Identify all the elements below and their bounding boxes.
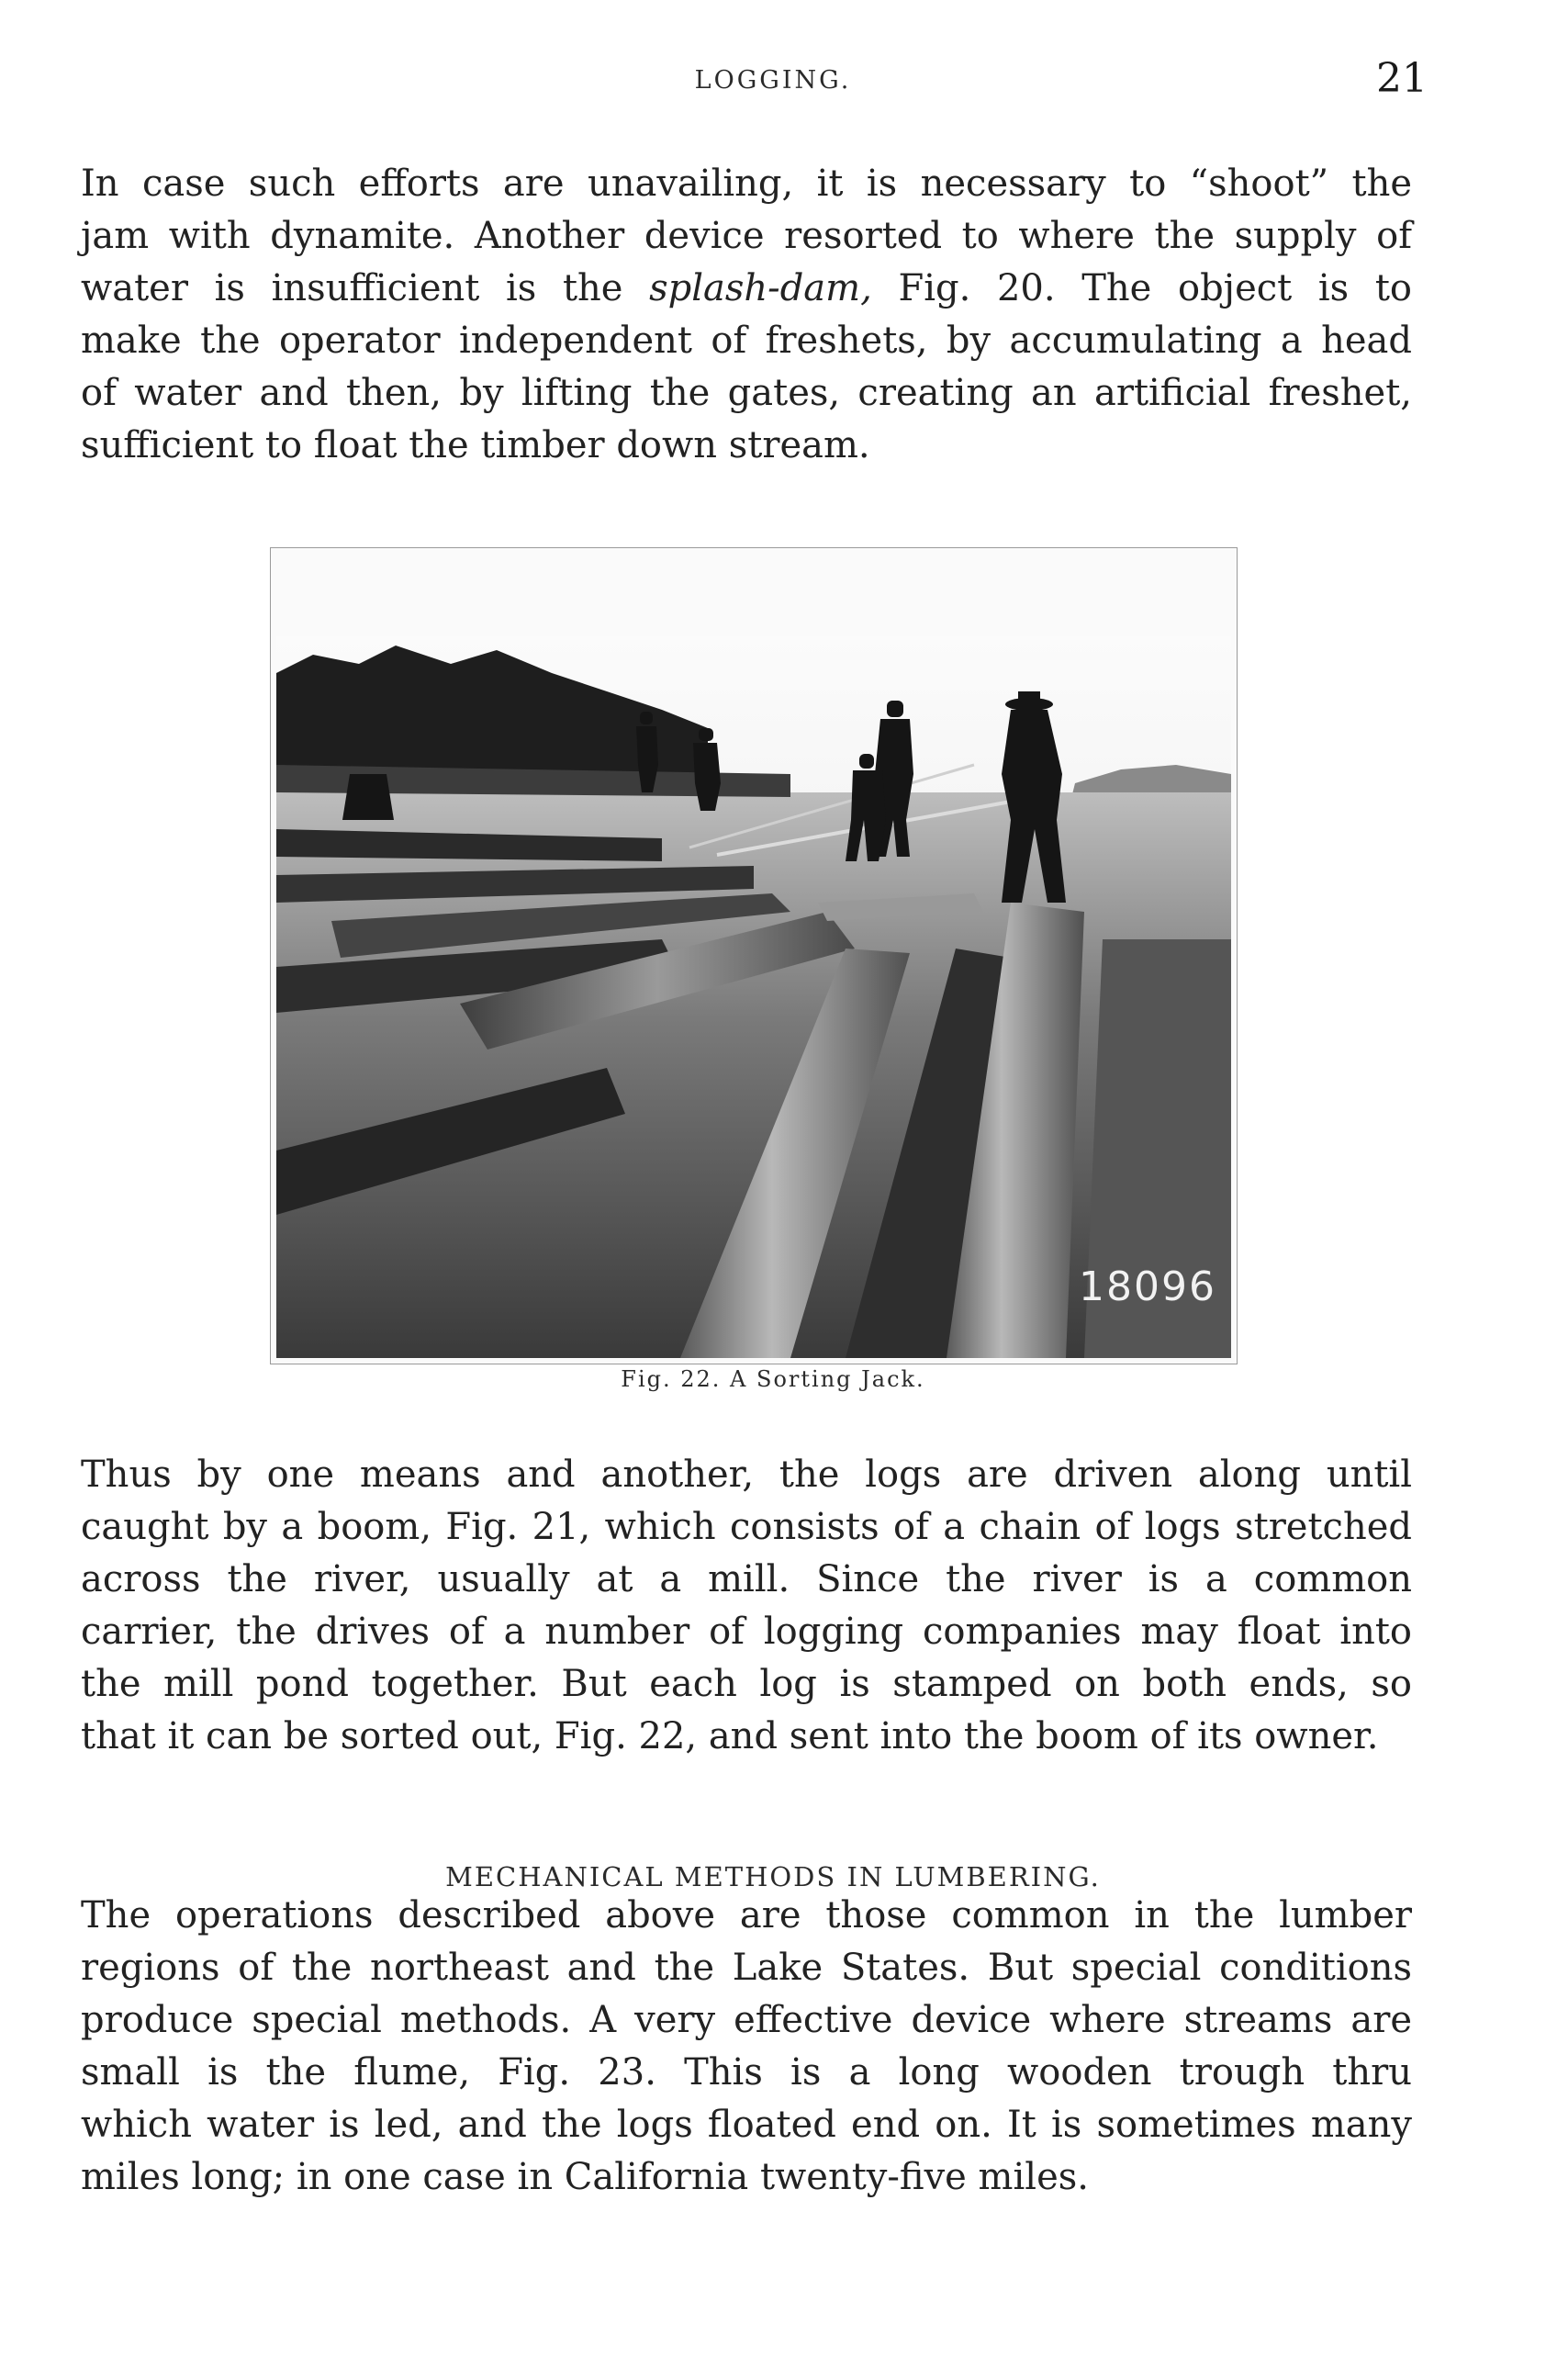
text-line: miles long; in one case in California twenty-five miles. bbox=[81, 2156, 1089, 2198]
text-run: water is insufficient is the bbox=[81, 267, 650, 309]
text-line: jam with dynamite. Another device resorted to where the supply of bbox=[81, 215, 1412, 257]
text-line: Thus by one means and another, the logs are driven along until bbox=[81, 1454, 1412, 1496]
text-line: that it can be sorted out, Fig. 22, and sent into the boom of its owner. bbox=[81, 1715, 1379, 1757]
photo-sorting-jack bbox=[276, 636, 1231, 1358]
text-line: across the river, usually at a mill. Since the river is a common bbox=[81, 1558, 1412, 1600]
text-run: Fig. 20. The object is to bbox=[871, 267, 1412, 309]
text-line: the mill pond together. But each log is stamped on both ends, so bbox=[81, 1663, 1412, 1705]
figure-sorting-jack bbox=[270, 547, 1238, 1364]
paragraph-flume bbox=[81, 1890, 1412, 2204]
text-line: sufficient to float the timber down stream. bbox=[81, 424, 870, 466]
paragraph-boom bbox=[81, 1449, 1412, 1763]
running-header: LOGGING. bbox=[694, 66, 852, 95]
page-number: 21 bbox=[1376, 55, 1428, 102]
text-line: of water and then, by lifting the gates, creating an artificial freshet, bbox=[81, 372, 1412, 414]
text-line: caught by a boom, Fig. 21, which consists of a chain of logs stretched bbox=[81, 1506, 1412, 1548]
photo-id-number: 18096 bbox=[1079, 1263, 1216, 1310]
text-line: which water is led, and the logs floated end on. It is sometimes many bbox=[81, 2104, 1412, 2146]
text-line: carrier, the drives of a number of logging companies may float into bbox=[81, 1611, 1412, 1653]
section-heading: MECHANICAL METHODS IN LUMBERING. bbox=[445, 1861, 1101, 1892]
paragraph-splash-dam bbox=[81, 158, 1412, 472]
text-line: make the operator independent of freshets, by accumulating a head bbox=[81, 320, 1412, 362]
text-line: The operations described above are those common in the lumber bbox=[81, 1894, 1412, 1937]
italic-term: splash-dam, bbox=[649, 267, 872, 309]
text-line: In case such efforts are unavailing, it is necessary to “shoot” the bbox=[81, 163, 1412, 205]
figure-caption: Fig. 22. A Sorting Jack. bbox=[621, 1366, 925, 1392]
text-line: small is the flume, Fig. 23. This is a long wooden trough thru bbox=[81, 2051, 1412, 2094]
text-line: regions of the northeast and the Lake States. But special conditions bbox=[81, 1947, 1412, 1989]
photo-illustration bbox=[276, 636, 1231, 1358]
text-line: produce special methods. A very effective device where streams are bbox=[81, 1999, 1412, 2041]
text-line bbox=[81, 263, 1412, 315]
